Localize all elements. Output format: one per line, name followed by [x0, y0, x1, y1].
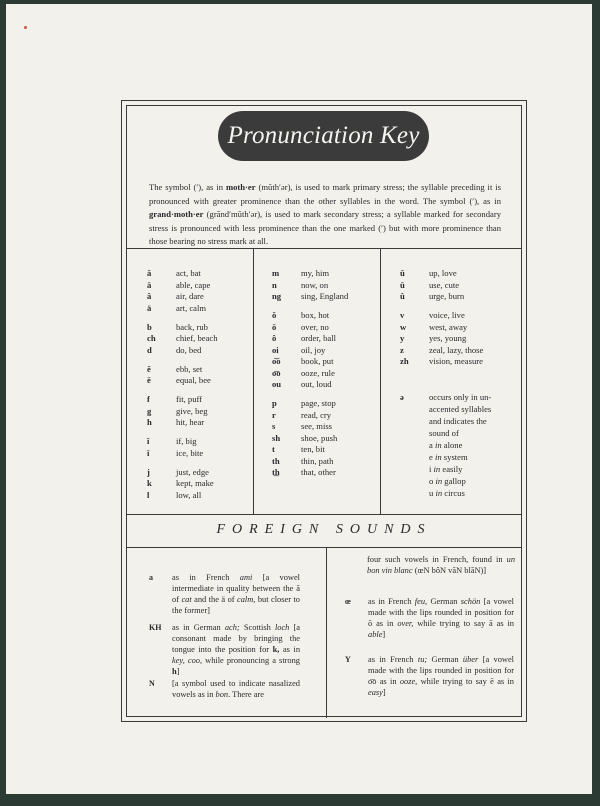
key-symbol: ŏ [272, 310, 277, 320]
key-example-words: thin, path [301, 455, 334, 466]
schwa-line-4: sound of [429, 428, 459, 438]
key-example-words: act, bat [176, 268, 201, 278]
key-symbol: â [147, 291, 152, 301]
foreign-symbol-n: N [149, 679, 155, 688]
key-symbol: o͝o [272, 356, 281, 366]
key-symbol: ā [147, 279, 152, 290]
key-symbol: h [147, 417, 152, 427]
key-example-words: yes, young [429, 333, 467, 343]
key-symbol: ch [147, 333, 156, 343]
key-symbol: ă [147, 268, 152, 278]
key-symbol: y [400, 333, 405, 343]
key-symbol: oi [272, 344, 279, 355]
foreign-desc-a: as in French ami [a vowel intermediate in quality between the ă of cat and the ä of calm, but closer to the former] [172, 573, 300, 615]
key-example-words: voice, live [429, 310, 465, 320]
key-example-words: ten, bit [301, 444, 325, 454]
schwa-example-o: o in gallop [429, 476, 466, 486]
key-symbol: t͟h [272, 467, 280, 477]
key-symbol: sh [272, 432, 281, 443]
intro-text-2: (mŭthʹər), is used to mark primary stress; the syllable preceding it is pronounced with greater prominence than the other syllables in the word. The symbol (ʹ), as in [149, 182, 501, 206]
stress-explanation [149, 181, 501, 249]
key-symbol: û [400, 291, 405, 301]
schwa-example-a: a in alone [429, 440, 463, 450]
key-symbol: m [272, 268, 280, 278]
key-symbol: ū [400, 279, 405, 290]
key-example-words: over, no [301, 321, 329, 332]
pronunciation-key-frame [121, 100, 527, 722]
schwa-line-2: accented syllables [429, 404, 492, 414]
intro-text-1: The symbol (ʹ), as in [149, 182, 226, 192]
key-symbol: ô [272, 333, 277, 343]
key-example-words: now, on [301, 279, 329, 290]
foreign-symbol-kh: KH [149, 623, 162, 632]
foreign-symbol-oe: œ [345, 597, 351, 606]
foreign-desc-oe: as in French feu, German schön [a vowel made with the lips rounded in position for ō as in over, while trying to say ā as in able] [368, 597, 514, 639]
key-example-words: sing, England [301, 291, 349, 301]
key-symbol: b [147, 321, 152, 332]
key-example-words: west, away [429, 321, 468, 332]
foreign-desc-y: as in French tu; German über [a vowel made with the lips rounded in position for o͞o as in ooze, while trying to say ē as in easy] [368, 655, 515, 697]
foreign-desc-kh: as in German ach; Scottish loch [a consonant made by bringing the tongue into the position for k, as in key, coo, while pronouncing a strong h] [172, 623, 301, 676]
foreign-symbol-a: a [149, 573, 153, 582]
key-symbol: z [400, 344, 404, 355]
key-example-words: out, loud [301, 379, 332, 389]
key-symbol: ŭ [400, 268, 405, 278]
schwa-line-3: and indicates the [429, 416, 487, 426]
key-example-words: fit, puff [176, 394, 203, 404]
key-symbol: n [272, 279, 277, 290]
key-example-words: read, cry [301, 409, 332, 420]
key-example-words: art, calm [176, 302, 207, 313]
key-symbol: f [147, 394, 150, 404]
key-symbol: s [272, 421, 276, 431]
intro-text-3: (grăndʹmŭthʹər), is used to mark secondary stress; a syllable marked for secondary stress is pronounced with less prominence than the one marked (ʹ) but with more prominence than those bearing no stress mark at all. [149, 209, 501, 247]
key-symbol: v [400, 310, 405, 320]
key-symbol: ō [272, 321, 277, 332]
divider-top [127, 248, 521, 249]
key-example-words: just, edge [176, 466, 209, 477]
key-example-words: vision, measure [429, 356, 483, 366]
key-example-words: up, love [429, 268, 457, 278]
divider-middle [127, 514, 521, 515]
schwa-example-i: i in easily [429, 464, 463, 474]
column-divider-2 [380, 248, 381, 514]
key-symbol: ä [147, 302, 152, 313]
column-divider-1 [253, 248, 254, 514]
key-example-words: air, dare [176, 291, 204, 301]
key-example-words: box, hot [301, 310, 330, 320]
key-example-words: urge, burn [429, 291, 465, 301]
foreign-desc-n: [a symbol used to indicate nasalized vowels as in bon. There are [172, 679, 300, 699]
key-symbol: th [272, 455, 280, 466]
key-example-words: give, beg [176, 405, 208, 416]
key-symbol: k [147, 478, 152, 488]
key-symbol: ī [147, 447, 150, 458]
key-example-words: equal, bee [176, 375, 211, 385]
intro-example-grandmother: grand·moth·er [149, 209, 204, 220]
key-example-words: book, put [301, 356, 334, 366]
key-symbol: w [400, 321, 407, 332]
foreign-desc-n-cont: four such vowels in French, found in un bon vin blanc (œN bôN văN blăN)] [367, 555, 515, 575]
key-example-words: able, cape [176, 279, 211, 290]
key-example-words: ebb, set [176, 363, 203, 374]
key-example-words: ice, bite [176, 447, 204, 458]
key-example-words: kept, make [176, 478, 214, 488]
key-symbol: ng [272, 291, 282, 301]
inner-border [126, 105, 522, 717]
key-symbol: d [147, 344, 152, 355]
key-example-words: if, big [176, 436, 197, 446]
key-symbol: ē [147, 375, 151, 385]
key-symbol: o͞o [272, 367, 281, 378]
page-mark [24, 26, 27, 29]
intro-example-mother: moth·er [225, 182, 256, 192]
divider-foreign [127, 547, 521, 548]
title-banner [218, 111, 429, 161]
schwa-line-1: occurs only in un- [429, 392, 492, 402]
page-title: Pronunciation Key [227, 122, 420, 149]
key-symbol: l [147, 489, 150, 500]
key-example-words: chief, beach [176, 333, 218, 343]
key-symbol: j [147, 466, 150, 477]
key-example-words: see, miss [301, 421, 333, 431]
key-example-words: low, all [176, 489, 202, 500]
schwa-symbol: ə [400, 392, 404, 402]
key-symbol: ĭ [147, 436, 150, 446]
key-symbol: p [272, 398, 277, 408]
foreign-symbol-y: Y [345, 655, 351, 664]
key-example-words: that, other [301, 467, 336, 477]
key-example-words: my, him [301, 268, 330, 278]
key-example-words: do, bed [176, 344, 202, 355]
schwa-example-u: u in circus [429, 488, 465, 498]
key-example-words: back, rub [176, 321, 208, 332]
schwa-example-e: e in system [429, 452, 468, 462]
key-symbol: r [272, 409, 276, 420]
key-example-words: oil, joy [301, 344, 326, 355]
key-example-words: page, stop [301, 398, 336, 408]
book-page [6, 4, 592, 794]
key-symbol: t [272, 444, 275, 454]
key-example-words: order, ball [301, 333, 336, 343]
key-symbol: ou [272, 379, 282, 389]
key-example-words: hit, hear [176, 417, 205, 427]
key-symbol: zh [400, 356, 409, 366]
foreign-column-divider [326, 547, 327, 718]
foreign-sounds-title: FOREIGN SOUNDS [216, 522, 432, 537]
key-symbol: g [147, 405, 152, 416]
key-example-words: use, cute [429, 279, 460, 290]
key-example-words: ooze, rule [301, 367, 335, 378]
key-example-words: zeal, lazy, those [429, 344, 484, 355]
key-example-words: shoe, push [301, 432, 338, 443]
key-symbol: ĕ [147, 363, 151, 374]
